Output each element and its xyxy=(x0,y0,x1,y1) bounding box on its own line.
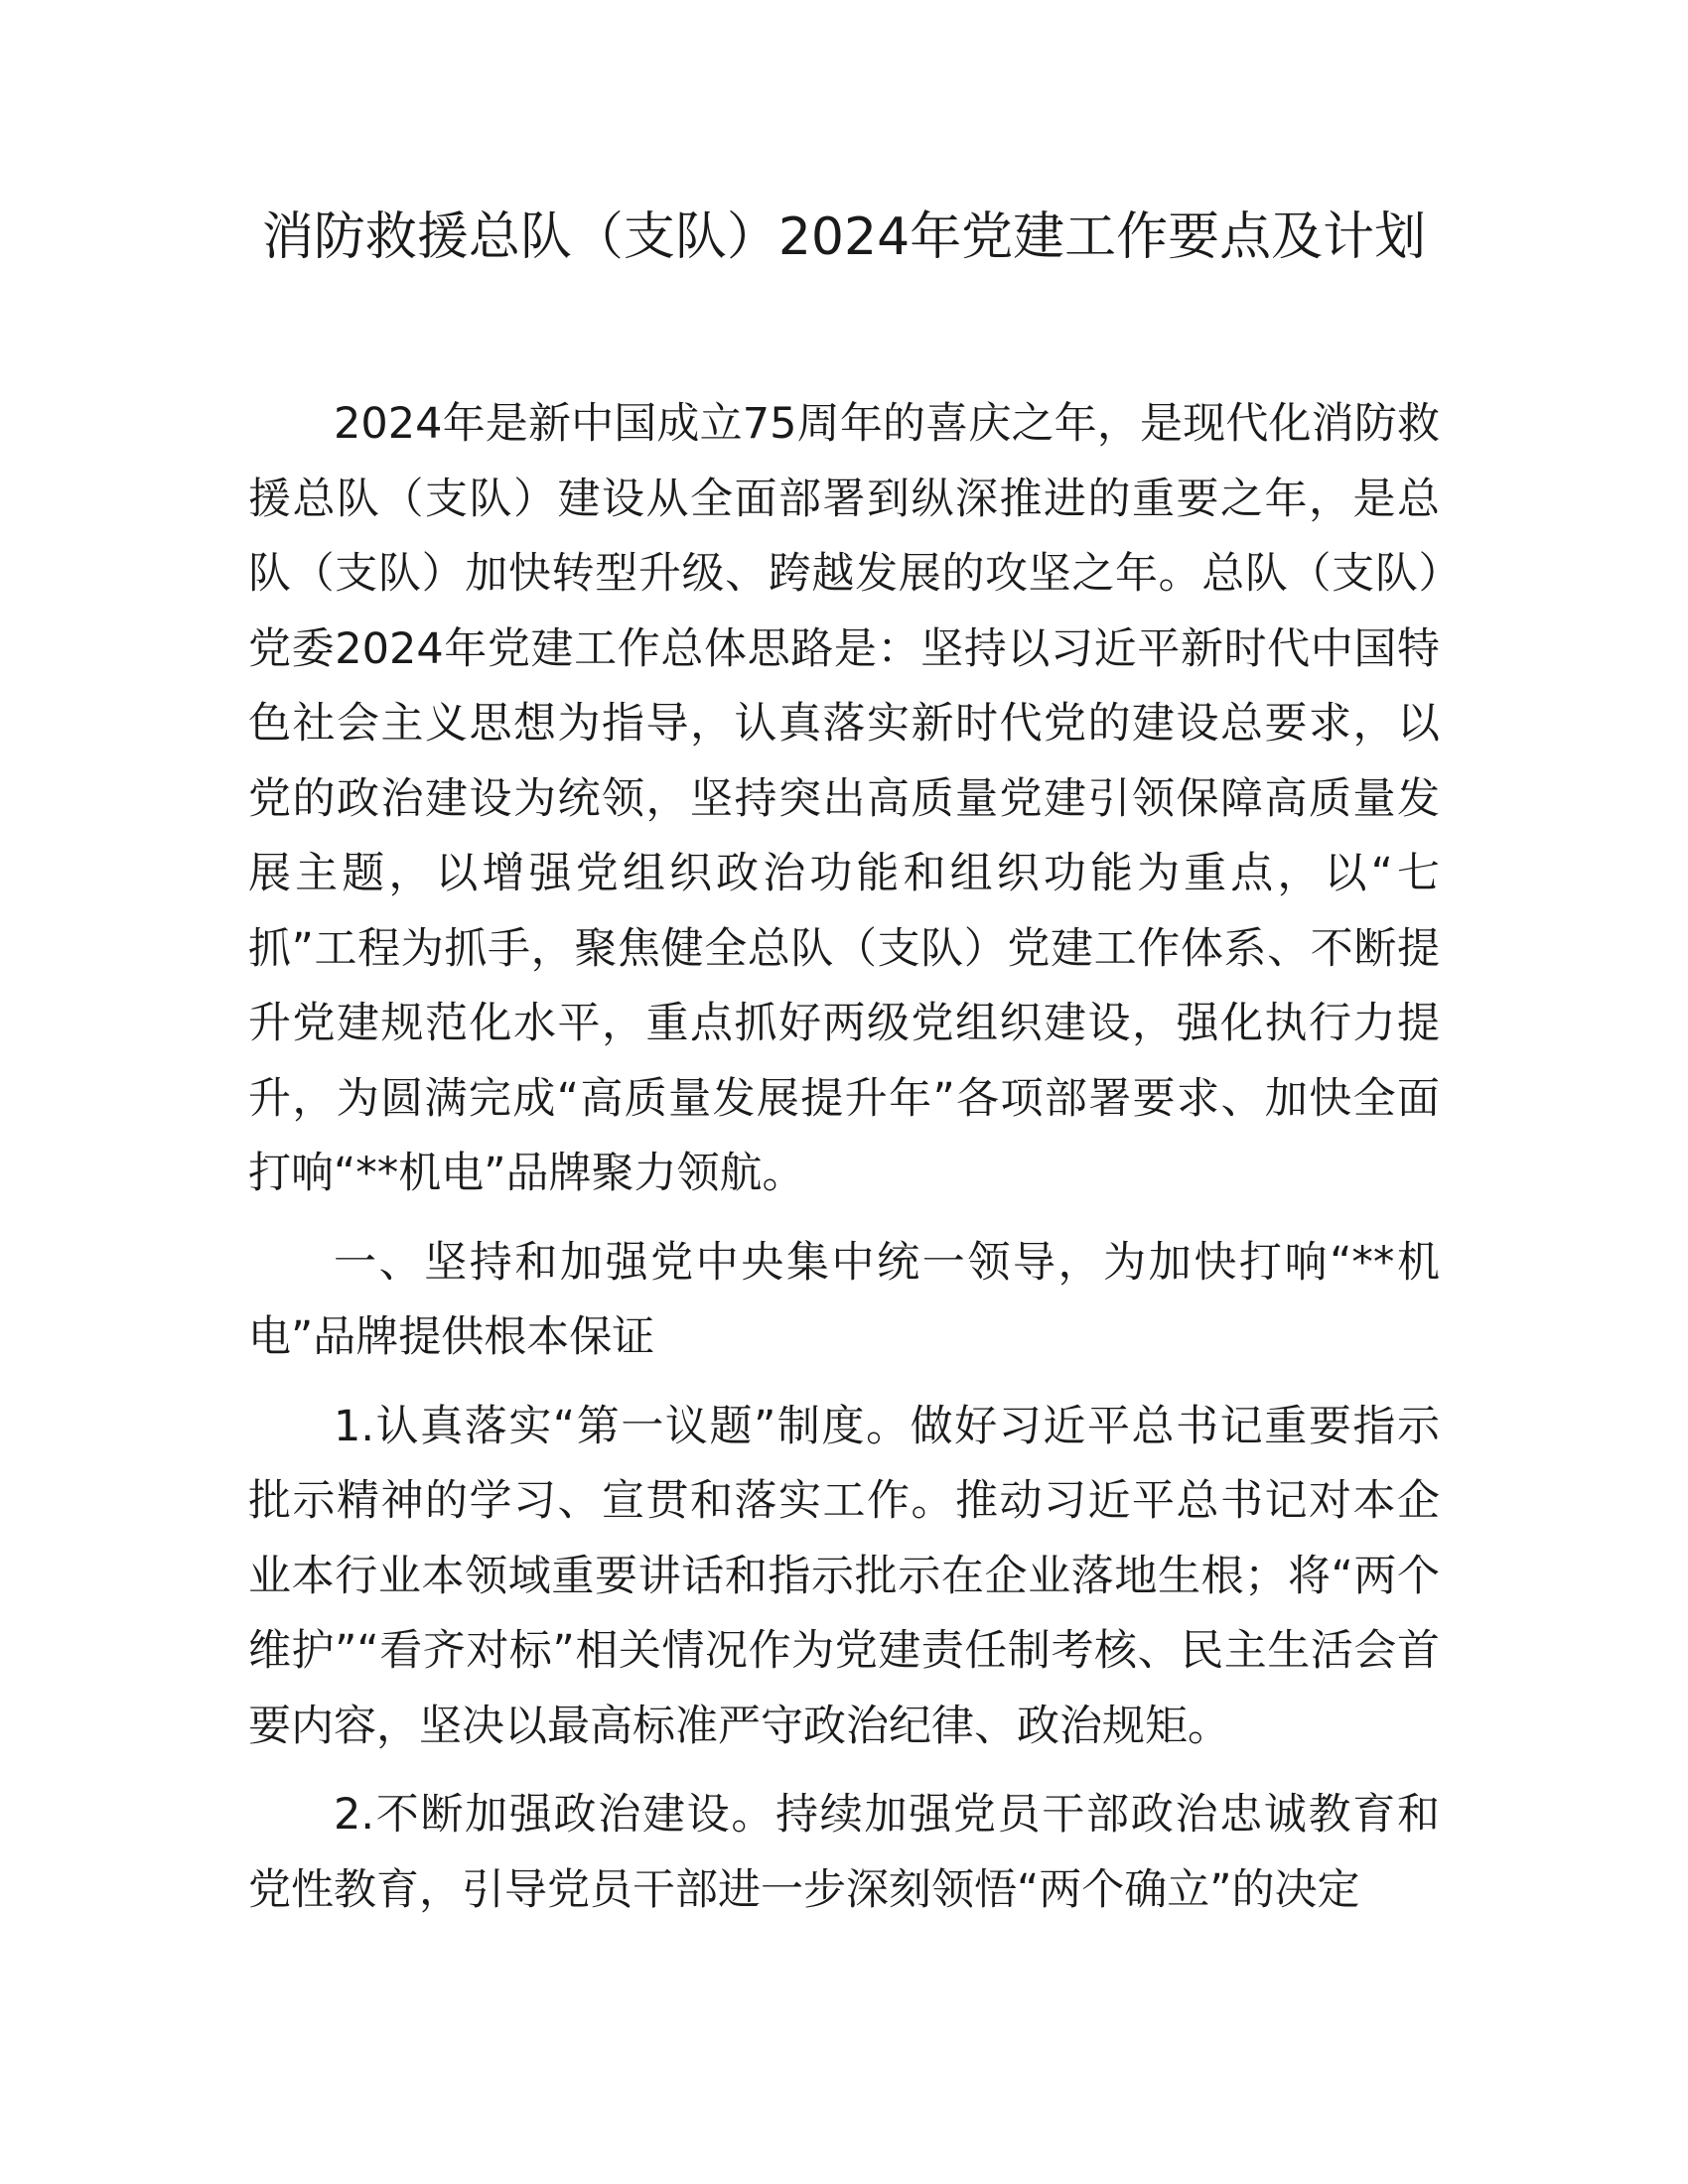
intro-paragraph: 2024年是新中国成立75周年的喜庆之年，是现代化消防救援总队（支队）建设从全面部署到纵深推进的重要之年，是总队（支队）加快转型升级、跨越发展的攻坚之年。总队（支队）党委2024年党建工作总体思路是：坚持以习近平新时代中国特色社会主义思想为指导，认真落实新时代党的建设总要求，以党的政治建设为统领，坚持突出高质量党建引领保障高质量发展主题，以增强党组织政治功能和组织功能为重点，以“七抓”工程为抓手，聚焦健全总队（支队）党建工作体系、不断提升党建规范化水平，重点抓好两级党组织建设，强化执行力提升，为圆满完成“高质量发展提升年”各项部署要求、加快全面打响“**机电”品牌聚力领航。 xyxy=(248,399,1440,1198)
section-heading: 一、坚持和加强党中央集中统一领导，为加快打响“**机电”品牌提供根本保证 xyxy=(248,1237,1440,1362)
item-paragraph: 1.认真落实“第一议题”制度。做好习近平总书记重要指示批示精神的学习、宣贯和落实工作。推动习近平总书记对本企业本行业本领域重要讲话和指示批示在企业落地生根；将“两个维护”“看齐对标”相关情况作为党建责任制考核、民主生活会首要内容，坚决以最高标准严守政治纪律、政治规矩。 xyxy=(248,1401,1440,1751)
document-body xyxy=(248,387,1440,1942)
item-paragraph: 2.不断加强政治建设。持续加强党员干部政治忠诚教育和党性教育，引导党员干部进一步深刻领悟“两个确立”的决定 xyxy=(248,1790,1440,1915)
document-title: 消防救援总队（支队）2024年党建工作要点及计划 xyxy=(261,207,1427,267)
